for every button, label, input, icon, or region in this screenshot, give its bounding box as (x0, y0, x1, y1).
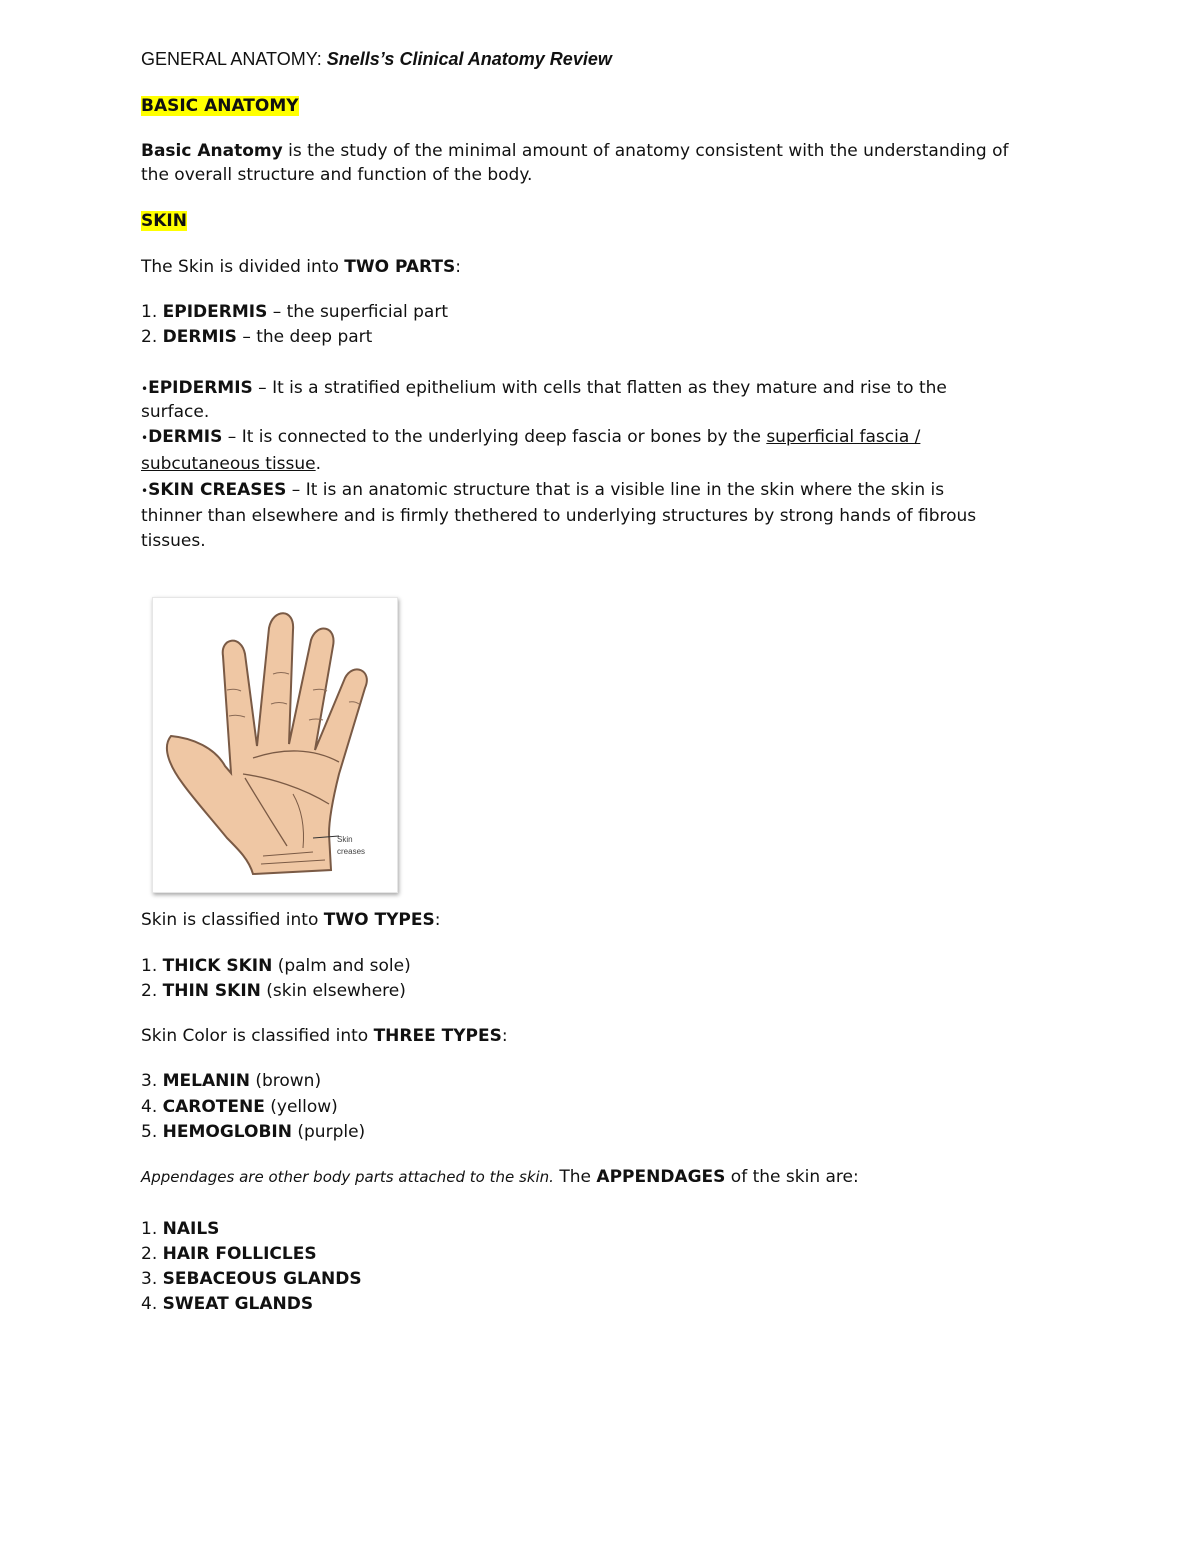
bullet-mark: • (141, 484, 149, 498)
book-title: Snells’s Clinical Anatomy Review (326, 49, 612, 69)
list-item (141, 1121, 365, 1143)
header-prefix: GENERAL ANATOMY: (141, 49, 327, 69)
color-bold: THREE TYPES (373, 1026, 502, 1046)
list-item (141, 955, 411, 977)
list-term: HAIR FOLLICLES (162, 1244, 317, 1264)
appendages-italic: Appendages are other body parts attached to the skin. (141, 1168, 554, 1186)
list-desc: (brown) (249, 1071, 322, 1091)
list-item (141, 1293, 313, 1315)
list-item (141, 1096, 338, 1118)
list-term: SEBACEOUS GLANDS (162, 1269, 362, 1289)
list-desc: – the deep part (236, 327, 373, 347)
appendages-text: The (553, 1167, 597, 1187)
list-item (141, 1268, 362, 1290)
skin-intro-text: The Skin is divided into (141, 257, 345, 277)
list-desc: (yellow) (264, 1097, 338, 1117)
skin-color-intro (141, 1025, 508, 1047)
list-item (141, 326, 372, 348)
list-item (141, 1070, 321, 1092)
basic-def-1: is the study of the minimal amount of anatomy consistent with the understanding of (282, 141, 1009, 161)
list-term: NAILS (162, 1219, 220, 1239)
section-heading-basic (141, 95, 299, 117)
bullet-mark: • (141, 431, 149, 445)
list-desc: (skin elsewhere) (260, 981, 406, 1001)
list-desc: – the superficial part (267, 302, 448, 322)
list-term: MELANIN (162, 1071, 250, 1091)
list-number: 5. (141, 1122, 163, 1142)
list-number: 3. (141, 1071, 163, 1091)
types-bold: TWO TYPES (323, 910, 435, 930)
underlined-term: subcutaneous tissue (141, 454, 316, 474)
skin-types-intro (141, 909, 440, 931)
bullet-epidermis (141, 377, 947, 400)
list-item (141, 1218, 219, 1240)
bullet-text: tissues. (141, 531, 206, 551)
appendages-intro (141, 1166, 859, 1188)
list-term: CAROTENE (162, 1097, 265, 1117)
list-term: EPIDERMIS (162, 302, 268, 322)
list-term: THICK SKIN (162, 956, 273, 976)
list-term: THIN SKIN (162, 981, 261, 1001)
list-number: 1. (141, 302, 163, 322)
bullet-text: – It is an anatomic structure that is a visible line in the skin where the skin is (286, 480, 945, 500)
bullet-creases (141, 479, 944, 502)
hand-illustration (152, 597, 398, 893)
document-header (141, 48, 612, 70)
list-desc: (purple) (291, 1122, 366, 1142)
list-number: 2. (141, 327, 163, 347)
types-text: Skin is classified into (141, 910, 324, 930)
list-number: 4. (141, 1294, 163, 1314)
hand-drawing (153, 598, 397, 892)
color-text: Skin Color is classified into (141, 1026, 374, 1046)
list-item (141, 301, 448, 323)
bullet-epidermis-cont (141, 401, 209, 423)
bullet-text: . (315, 454, 322, 474)
bullet-dermis (141, 426, 920, 449)
skin-intro (141, 256, 461, 278)
figure-label-skin: Skin (337, 835, 353, 844)
list-number: 4. (141, 1097, 163, 1117)
figure-label-creases: creases (337, 847, 366, 856)
appendages-bold: APPENDAGES (596, 1167, 726, 1187)
color-colon: : (501, 1026, 508, 1046)
list-item (141, 980, 406, 1002)
list-number: 2. (141, 981, 163, 1001)
basic-term: Basic Anatomy (141, 141, 283, 161)
list-desc: (palm and sole) (272, 956, 411, 976)
appendages-suffix: of the skin are: (725, 1167, 859, 1187)
skin-heading: SKIN (141, 211, 187, 231)
list-number: 2. (141, 1244, 163, 1264)
basic-definition-line-1 (141, 140, 1008, 162)
bullet-dermis-cont (141, 453, 321, 475)
skin-intro-bold: TWO PARTS (344, 257, 456, 277)
list-item (141, 1243, 317, 1265)
bullet-text: surface. (141, 402, 210, 422)
bullet-term: DERMIS (148, 427, 223, 447)
list-number: 1. (141, 1219, 163, 1239)
list-number: 3. (141, 1269, 163, 1289)
basic-definition-line-2 (141, 164, 532, 186)
bullet-text: thinner than elsewhere and is firmly thethered to underlying structures by strong hands of fibrous (141, 506, 977, 526)
underlined-term: superficial fascia / (766, 427, 921, 447)
basic-heading: BASIC ANATOMY (141, 96, 299, 116)
list-number: 1. (141, 956, 163, 976)
bullet-creases-cont-1 (141, 505, 976, 527)
basic-def-2: the overall structure and function of the body. (141, 165, 533, 185)
list-term: SWEAT GLANDS (162, 1294, 314, 1314)
list-term: DERMIS (162, 327, 237, 347)
skin-intro-colon: : (455, 257, 461, 277)
bullet-creases-cont-2 (141, 530, 206, 552)
bullet-mark: • (141, 382, 149, 396)
list-term: HEMOGLOBIN (162, 1122, 292, 1142)
bullet-text: – It is a stratified epithelium with cells that flatten as they mature and rise to the (252, 378, 947, 398)
bullet-text: – It is connected to the underlying deep fascia or bones by the (222, 427, 767, 447)
bullet-term: EPIDERMIS (148, 378, 253, 398)
types-colon: : (434, 910, 441, 930)
bullet-term: SKIN CREASES (148, 480, 287, 500)
section-heading-skin (141, 210, 187, 232)
